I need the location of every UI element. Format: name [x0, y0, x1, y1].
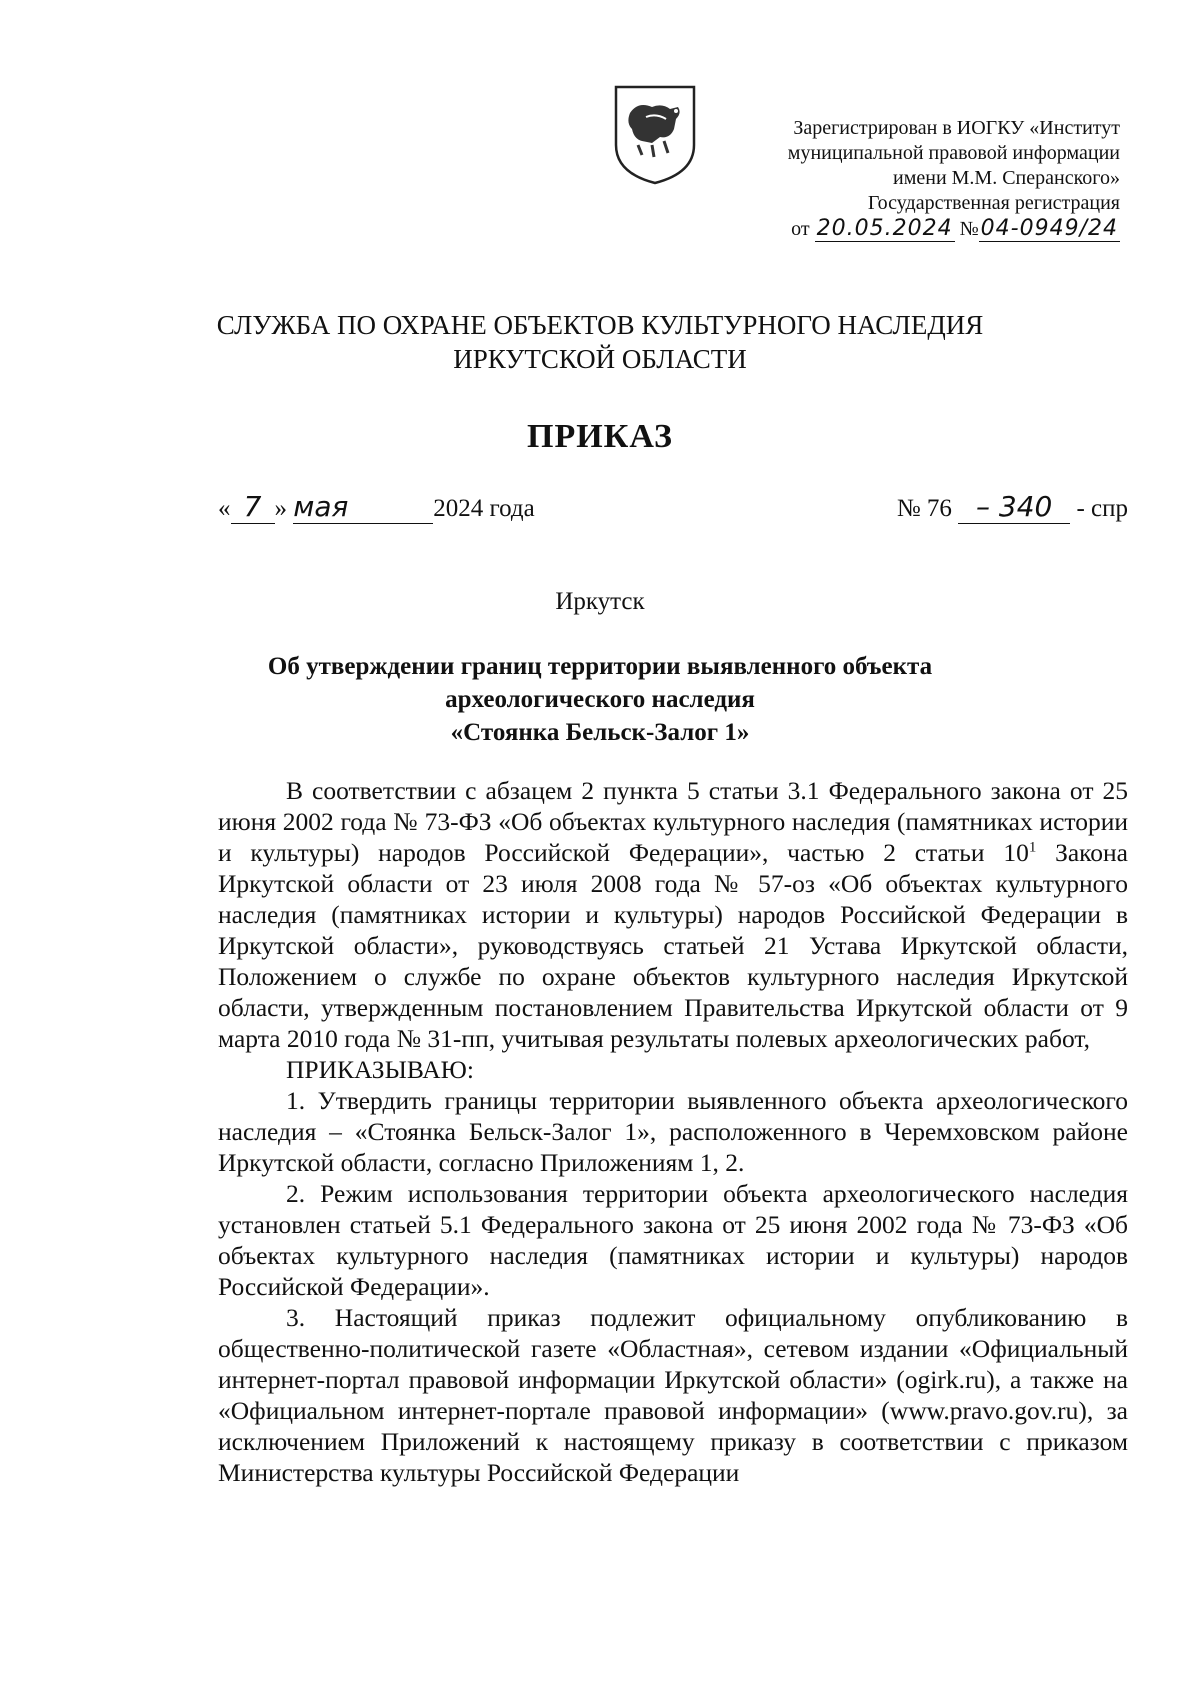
registration-number: 04-0949/24 [980, 216, 1118, 241]
order-month: мая [293, 490, 433, 524]
order-date: « 7 » мая 2024 года [218, 490, 535, 523]
order-number: № 76 – 340 - спр [896, 490, 1128, 523]
document-type: ПРИКАЗ [527, 418, 673, 455]
order-body [218, 775, 1128, 1488]
registration-stamp [700, 116, 1120, 242]
order-item-1: 1. Утвердить границы территории выявленного объекта археологического наследия – «Стоянка Бельск-Залог 1», расположенного в Черемховском районе Иркутской области, согласно Приложениям 1, 2. [218, 1086, 1128, 1177]
subject-line: археологического наследия [445, 686, 755, 713]
order-item-2: 2. Режим использования территории объекта археологического наследия установлен статьей 5.1 Федерального закона от 25 июня 2002 года № 73-ФЗ «Об объектах культурного наследия (памятниках истории и культуры) народов Российской Федерации». [218, 1179, 1128, 1301]
irkutsk-coat-of-arms-icon [612, 83, 698, 187]
preamble-paragraph: В соответствии с абзацем 2 пункта 5 статьи 3.1 Федерального закона от 25 июня 2002 года № 73-ФЗ «Об объектах культурного наследия (памятниках истории и культуры) народов Российской Федерации», частью 2 статьи $10^1$ Закона Иркутской области от 23 июля 2008 года № 57-оз «Об объектах культурного наследия (памятниках истории и культуры) народов Российской Федерации в Иркутской области», руководствуясь статьей 21 Устава Иркутской области, Положением о службе по охране объектов культурного наследия Иркутской области, утвержденным постановлением Правительства Иркутской области от 9 марта 2010 года № 31-пп, учитывая результаты полевых археологических работ, [218, 776, 1128, 1053]
registration-number-label: № [959, 218, 979, 240]
registration-line: муниципальной правовой информации [787, 142, 1120, 164]
order-number-value: – 340 [958, 490, 1070, 524]
order-item-3: 3. Настоящий приказ подлежит официальному опубликованию в общественно-политической газете «Областная», сетевом издании «Официальный интернет-портал правовой информации Иркутской области» (ogirk.ru), а также на «Официальном интернет-портале правовой информации» (www.pravo.gov.ru), за исключением Приложений к настоящему приказу в соответствии с приказом Министерства культуры Российской Федерации [218, 1303, 1128, 1487]
agency-name-line: СЛУЖБА ПО ОХРАНЕ ОБЪЕКТОВ КУЛЬТУРНОГО НАСЛЕДИЯ [216, 310, 984, 340]
registration-line: Государственная регистрация [867, 192, 1120, 214]
agency-name [0, 308, 1200, 376]
registration-number-line [700, 216, 1120, 242]
registration-line: Зарегистрирован в ИОГКУ «Институт [793, 117, 1120, 139]
subject-line: «Стоянка Бельск-Залог 1» [450, 719, 750, 746]
registration-date: 20.05.2024 [816, 216, 953, 241]
order-word: ПРИКАЗЫВАЮ: [286, 1055, 474, 1084]
date-number-line [218, 490, 1128, 530]
registration-line: имени М.М. Сперанского» [893, 167, 1120, 189]
subject-line: Об утверждении границ территории выявленного объекта [267, 653, 933, 680]
registration-prefix: от [791, 218, 810, 240]
order-year: 2024 года [433, 495, 535, 522]
agency-name-line: ИРКУТСКОЙ ОБЛАСТИ [453, 344, 747, 374]
city: Иркутск [555, 588, 645, 615]
order-subject [0, 650, 1200, 749]
order-day: 7 [231, 490, 275, 524]
